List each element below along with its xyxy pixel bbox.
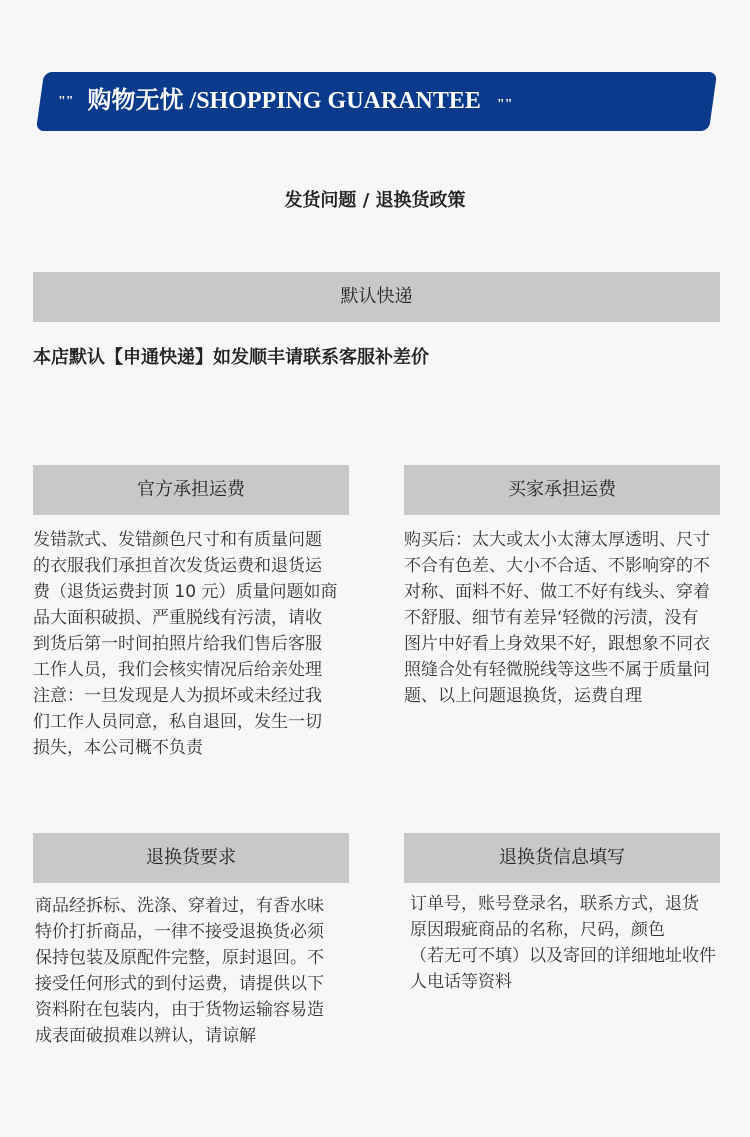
text-line: 费（退货运费封顶 10 元）质量问题如商 (33, 582, 338, 602)
text-line: 注意：一旦发现是人为损坏或未经过我 (33, 686, 322, 706)
quote-open: "" (58, 94, 74, 109)
text-line: 商品经拆标、洗涤、穿着过，有香水味 (35, 896, 324, 916)
text-line: 图片中好看上身效果不好，跟想象不同衣 (404, 634, 710, 654)
default-express-header: 默认快递 (33, 272, 720, 322)
text-line: 接受任何形式的到付运费，请提供以下 (35, 974, 324, 994)
text-line: 对称、面料不好、做工不好有线头、穿着 (404, 582, 710, 602)
text-line: 保持包装及原配件完整，原封退回。不 (35, 948, 324, 968)
text-line: 订单号，账号登录名，联系方式，退货 (410, 894, 699, 914)
default-express-note: 本店默认【申通快递】如发顺丰请联系客服补差价 (33, 347, 429, 368)
text-line: 们工作人员同意，私自退回，发生一切 (33, 712, 322, 732)
text-line: 的衣服我们承担首次发货运费和退货运 (33, 556, 322, 576)
banner-title (58, 72, 512, 131)
return-requirements-header: 退换货要求 (33, 833, 349, 883)
section-subtitle: 发货问题 / 退换货政策 (284, 190, 466, 211)
text-line: 工作人员，我们会核实情况后给亲处理 (33, 660, 322, 680)
buyer-shipping-header: 买家承担运费 (404, 465, 720, 515)
official-shipping-text (33, 527, 363, 761)
text-line: 原因瑕疵商品的名称，尺码，颜色 (410, 920, 665, 940)
text-line: 照缝合处有轻微脱线等这些不属于质量问 (404, 660, 710, 680)
text-line: 发错款式、发错颜色尺寸和有质量问题 (33, 530, 322, 550)
text-line: 特价打折商品，一律不接受退换货必须 (35, 922, 324, 942)
text-line: 不合有色差、大小不合适、不影响穿的不 (404, 556, 710, 576)
text-line: 题、以上问题退换货，运费自理 (404, 686, 642, 706)
text-line: 不舒服、细节有差异‘轻微的污渍，没有 (404, 608, 699, 628)
text-line: 到货后第一时间拍照片给我们售后客服 (33, 634, 322, 654)
text-line: 损失，本公司概不负责 (33, 738, 203, 758)
text-line: 购买后：太大或太小太薄太厚透明、尺寸 (404, 530, 710, 550)
return-info-text (410, 891, 740, 995)
quote-close: "" (496, 97, 513, 112)
buyer-shipping-text (404, 527, 734, 709)
banner-title-text: 购物无忧 /SHOPPING GUARANTEE (87, 88, 481, 114)
return-requirements-text (35, 893, 365, 1049)
official-shipping-header: 官方承担运费 (33, 465, 349, 515)
text-line: 资料附在包装内，由于货物运输容易造 (35, 1000, 324, 1020)
text-line: 人电话等资料 (410, 972, 512, 992)
return-info-header: 退换货信息填写 (404, 833, 720, 883)
text-line: 品大面积破损、严重脱线有污渍，请收 (33, 608, 322, 628)
text-line: （若无可不填）以及寄回的详细地址收件 (410, 946, 716, 966)
text-line: 成表面破损难以辨认，请谅解 (35, 1026, 256, 1046)
